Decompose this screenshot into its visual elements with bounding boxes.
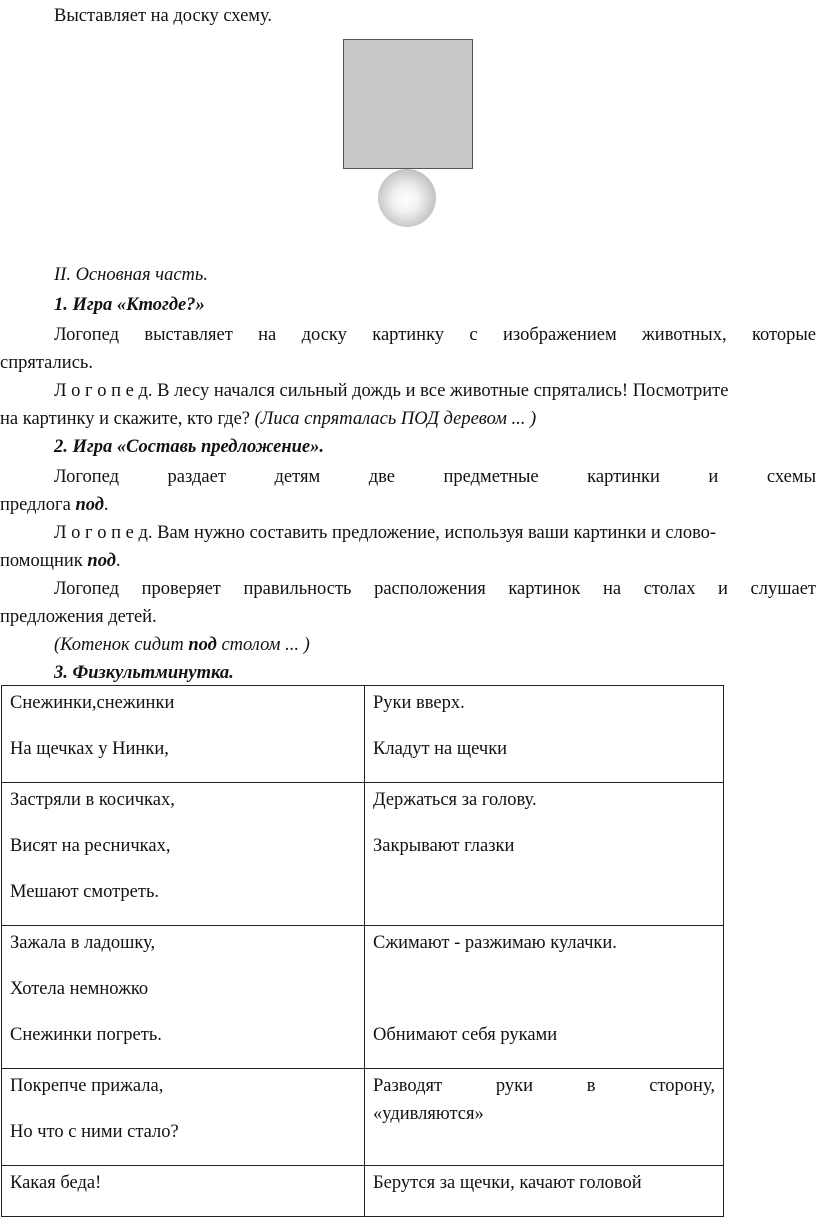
action-line-justified [373, 1073, 715, 1096]
game1-paragraph2-line1 [54, 377, 816, 405]
game1-title: 1. Игра «Ктогде?» [54, 295, 205, 315]
game1-paragraph1-line1: Логопед выставляет на доску картинку с изображением животных, которые [54, 325, 816, 345]
action-line: Обнимают себя руками [373, 1025, 558, 1045]
table-cell-action [365, 926, 724, 1069]
game2-paragraph2-line2 [0, 547, 816, 575]
action-line: Кладут на щечки [373, 739, 508, 759]
section-heading: II. Основная часть. [54, 265, 208, 285]
game2-paragraph3-line1: Логопед проверяет правильность расположения картинок на столах и слушает [54, 579, 816, 599]
exercise-table [1, 685, 724, 1217]
table-row [2, 686, 724, 783]
action-word: Разводят [373, 1076, 443, 1096]
text-fragment: помощник [0, 551, 83, 571]
scheme-square-figure [343, 39, 473, 169]
table-cell-verse [2, 1166, 365, 1217]
game1-paragraph2-line2 [0, 405, 816, 433]
scheme-ball-figure [378, 169, 436, 227]
game2-example [54, 631, 816, 659]
verse-line: Снежинки погреть. [10, 1025, 162, 1045]
verse-line: Но что с ними стало? [10, 1122, 179, 1142]
action-word: сторону, [649, 1076, 715, 1096]
intro-line: Выставляет на доску схему. [54, 6, 273, 26]
table-row [2, 783, 724, 926]
verse-line: Зажала в ладошку, [10, 933, 156, 953]
game2-paragraph1-line1: Логопед раздает детям две предметные картинки и схемы [54, 467, 816, 487]
game2-paragraph1-line2 [0, 491, 816, 519]
action-line: Держаться за голову. [373, 790, 537, 810]
verse-line: Какая беда! [10, 1173, 102, 1193]
verse-line: Снежинки,снежинки [10, 693, 175, 713]
table-row [2, 1166, 724, 1217]
action-line: Закрывают глазки [373, 836, 515, 856]
text-fragment: предлога [0, 495, 71, 515]
speech-text: В лесу начался сильный дождь и все животные спрятались! Посмотрите [157, 381, 729, 401]
table-cell-verse [2, 783, 365, 926]
table-cell-verse [2, 1069, 365, 1166]
verse-line: Покрепче прижала, [10, 1076, 164, 1096]
keyword-pod: под [75, 495, 104, 515]
text-fragment: столом ... ) [221, 635, 310, 655]
action-line: «удивляются» [373, 1104, 484, 1124]
speaker-label: Л о г о п е д. [54, 381, 153, 401]
table-row [2, 1069, 724, 1166]
verse-line: На щечках у Нинки, [10, 739, 169, 759]
action-line: Берутся за щечки, качают головой [373, 1173, 642, 1193]
game2-paragraph3-line2: предложения детей. [0, 607, 157, 627]
text-fragment: . [115, 551, 121, 571]
table-cell-verse [2, 686, 365, 783]
table-cell-action [365, 1069, 724, 1166]
table-row [2, 926, 724, 1069]
action-line: Руки вверх. [373, 693, 465, 713]
game1-paragraph1-line2: спрятались. [0, 353, 93, 373]
keyword-pod: под [188, 635, 217, 655]
game2-paragraph2-line1 [54, 519, 816, 547]
example-answer: (Лиса спряталась ПОД деревом ... ) [254, 409, 537, 429]
verse-line: Мешают смотреть. [10, 882, 160, 902]
verse-line: Застряли в косичках, [10, 790, 175, 810]
table-cell-action [365, 1166, 724, 1217]
text-fragment: . [103, 495, 109, 515]
action-line: Сжимают - разжимаю кулачки. [373, 933, 617, 953]
keyword-pod: под [87, 551, 116, 571]
verse-line: Висят на ресничках, [10, 836, 171, 856]
text-fragment: (Котенок сидит [54, 635, 184, 655]
action-word: в [586, 1076, 596, 1096]
speech-text: Вам нужно составить предложение, используя ваши картинки и слово- [157, 523, 717, 543]
action-line-empty [373, 976, 715, 1022]
verse-line: Хотела немножко [10, 979, 149, 999]
table-cell-action [365, 783, 724, 926]
action-word: руки [495, 1076, 534, 1096]
game2-title: 2. Игра «Составь предложение». [54, 437, 324, 457]
speaker-label: Л о г о п е д. [54, 523, 153, 543]
game3-title: 3. Физкультминутка. [54, 663, 234, 683]
table-cell-action [365, 686, 724, 783]
table-cell-verse [2, 926, 365, 1069]
speech-text: на картинку и скажите, кто где? [0, 409, 250, 429]
